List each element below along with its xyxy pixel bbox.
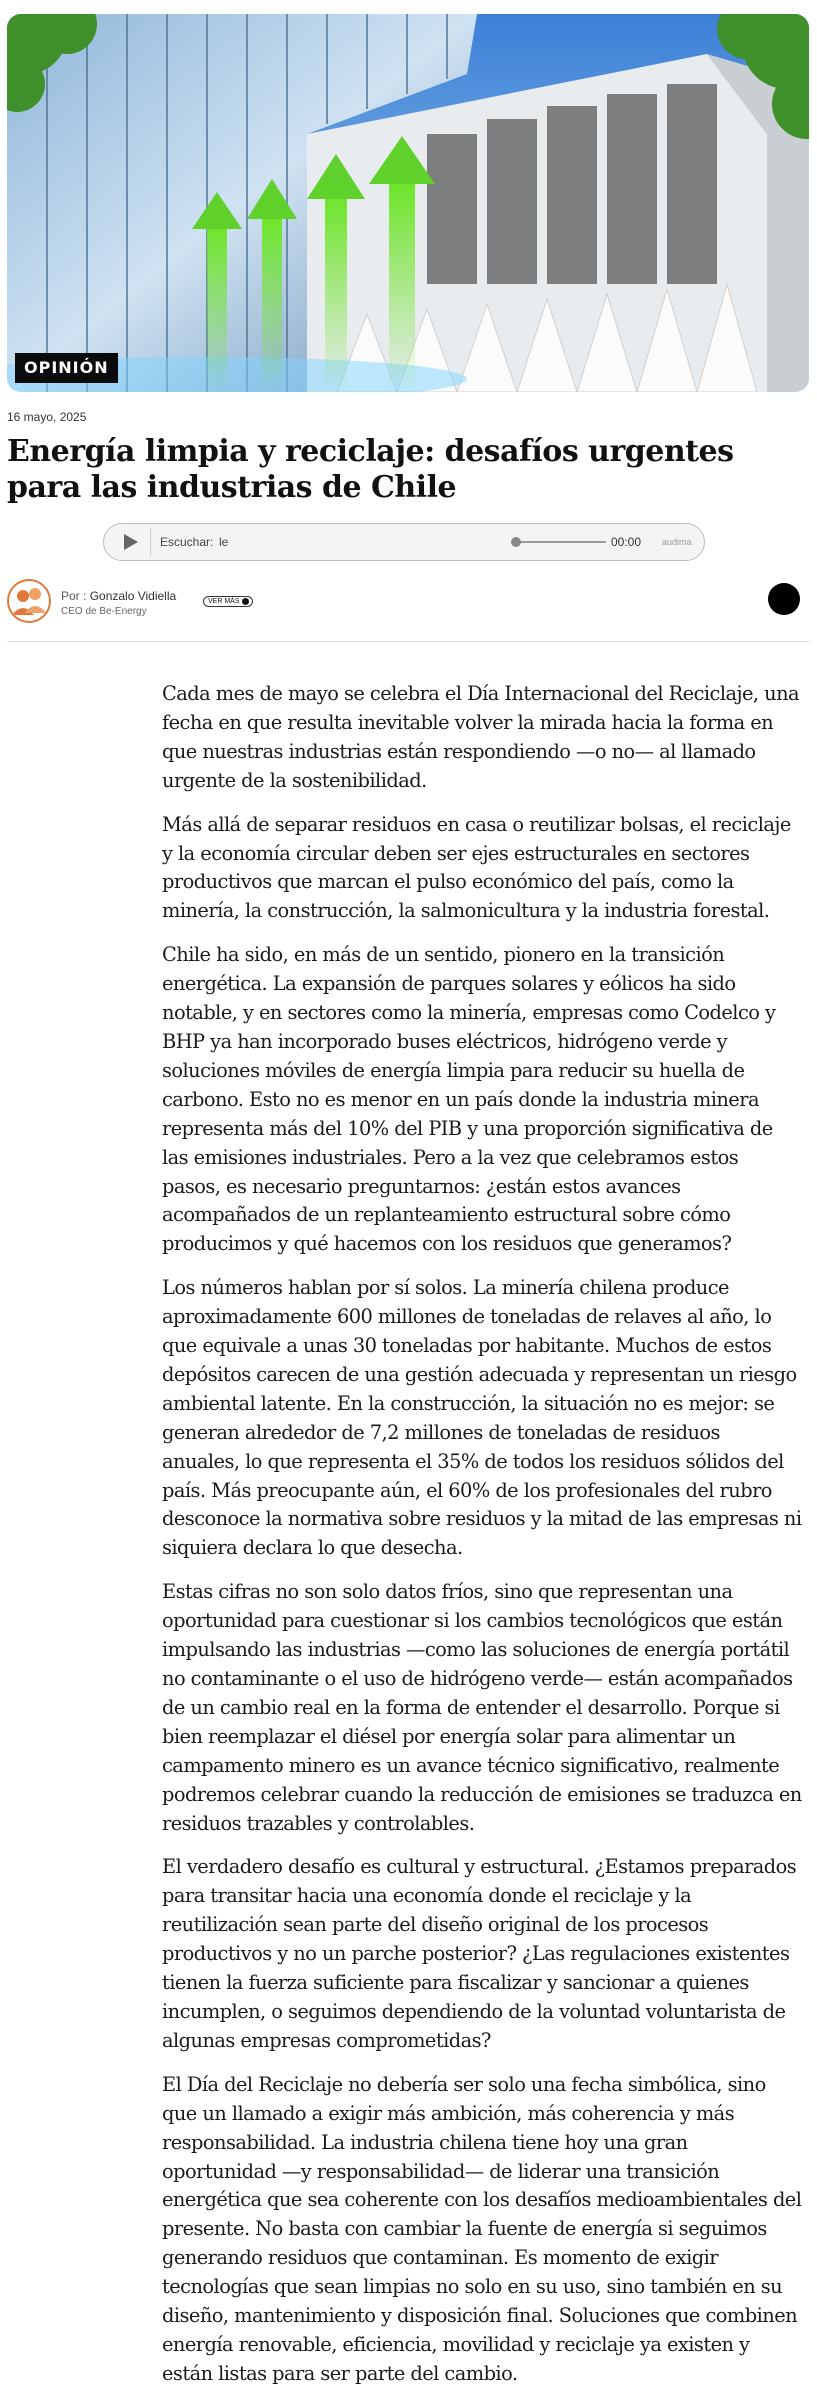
- author-role: CEO de Be-Energy: [61, 606, 147, 617]
- playback-time: 00:00: [611, 535, 642, 549]
- hero-image: [7, 14, 809, 392]
- article-paragraph: Estas cifras no son solo datos fríos, sino que representan una oportunidad para cuestionar si los cambios tecnológicos que están impulsando las industrias —como las soluciones de energía portátil no contaminante o el uso de hidrógeno verde— están acompañados de un cambio real en la forma de entender el desarrollo. Porque si bien reemplazar el diésel por energía solar para alimentar un campamento minero es un avance técnico significativo, realmente podremos celebrar cuando la reducción de emisiones se traduzca en residuos trazables y controlables.: [162, 1580, 802, 1835]
- author-prefix: Por :: [61, 589, 87, 603]
- article-paragraph: El verdadero desafío es cultural y estructural. ¿Estamos preparados para transitar hacia una economía donde el reciclaje y la reutilización sean parte del diseño original de los procesos productivos y no un parche posterior? ¿Las regulaciones existentes tienen la fuerza suficiente para fiscalizar y sancionar a quienes incumplen, o seguimos dependiendo de la voluntad voluntarista de algunas empresas comprometidas?: [162, 1855, 797, 2052]
- audio-player: [103, 523, 705, 561]
- play-icon[interactable]: [113, 531, 145, 553]
- category-badge[interactable]: OPINIÓN: [15, 353, 118, 383]
- listen-voice: le: [219, 535, 229, 549]
- player-brand[interactable]: audima: [662, 537, 692, 547]
- ver-mas-button[interactable]: [203, 596, 253, 607]
- article-title: Energía limpia y reciclaje: desafíos urgentes para las industrias de Chile: [7, 434, 734, 505]
- author-avatar[interactable]: [7, 579, 51, 623]
- seek-handle[interactable]: [511, 537, 521, 547]
- listen-label: Escuchar:: [160, 535, 214, 549]
- article-paragraph: Los números hablan por sí solos. La minería chilena produce aproximadamente 600 millones de toneladas de relaves al año, lo que equivale a unas 30 toneladas por habitante. Muchos de estos depósitos carecen de una gestión adecuada y representan un riesgo ambiental latente. En la construcción, la situación no es mejor: se generan alrededor de 7,2 millones de toneladas de residuos anuales, lo que representa el 35% de todos los residuos sólidos del país. Más preocupante aún, el 60% de los profesionales del rubro desconoce la normativa sobre residuos y la mitad de las empresas ni siquiera declara lo que desecha.: [162, 1276, 802, 1560]
- article-paragraph: Chile ha sido, en más de un sentido, pionero en la transición energética. La expansión de parques solares y eólicos ha sido notable, y en sectores como la minería, empresas como Codelco y BHP ya han incorporado buses eléctricos, hidrógeno verde y soluciones móviles de energía limpia para reducir su huella de carbono. Esto no es menor en un país donde la industria minera representa más del 10% del PIB y una proporción significativa de las emisiones industriales. Pero a la vez que celebramos estos pasos, es necesario preguntarnos: ¿están estos avances acompañados de un replanteamiento estructural sobre cómo producimos y qué hacemos con los residuos que generamos?: [162, 943, 776, 1256]
- share-button[interactable]: [768, 583, 800, 615]
- seek-bar[interactable]: [514, 541, 606, 543]
- article-paragraph: Más allá de separar residuos en casa o reutilizar bolsas, el reciclaje y la economía circular deben ser ejes estructurales en sectores productivos que marcan el pulso económico del país, como la minería, la construcción, la salmonicultura y la industria forestal.: [162, 812, 791, 923]
- author-byline: [61, 589, 176, 603]
- player-divider: [150, 528, 151, 556]
- ver-mas-label: VER MÁS: [208, 598, 240, 605]
- article-paragraph: El Día del Reciclaje no debería ser solo una fecha simbólica, sino que un llamado a exigir más ambición, más coherencia y más responsabilidad. La industria chilena tiene hoy una gran oportunidad —y responsabilidad— de liderar una transición energética que sea coherente con los desafíos medioambientales del presente. No basta con cambiar la fuente de energía si seguimos generando residuos que contaminan. Es momento de exigir tecnologías que sean limpias no solo en su uso, sino también en su diseño, mantenimiento y disposición final. Soluciones que combinen energía renovable, eficiencia, movilidad y reciclaje ya existen y están listas para ser parte del cambio.: [162, 2072, 802, 2385]
- divider: [7, 641, 810, 642]
- arrow-right-icon: [242, 598, 249, 605]
- people-icon: [9, 581, 49, 621]
- hero-illustration: [7, 14, 809, 392]
- publish-date: 16 mayo, 2025: [7, 410, 87, 424]
- author-name[interactable]: Gonzalo Vidiella: [89, 589, 177, 603]
- article-paragraph: Cada mes de mayo se celebra el Día Internacional del Reciclaje, una fecha en que resulta inevitable volver la mirada hacia la forma en que nuestras industrias están respondiendo —o no— al llamado urgente de la sostenibilidad.: [162, 682, 800, 792]
- article-body: [162, 680, 802, 2404]
